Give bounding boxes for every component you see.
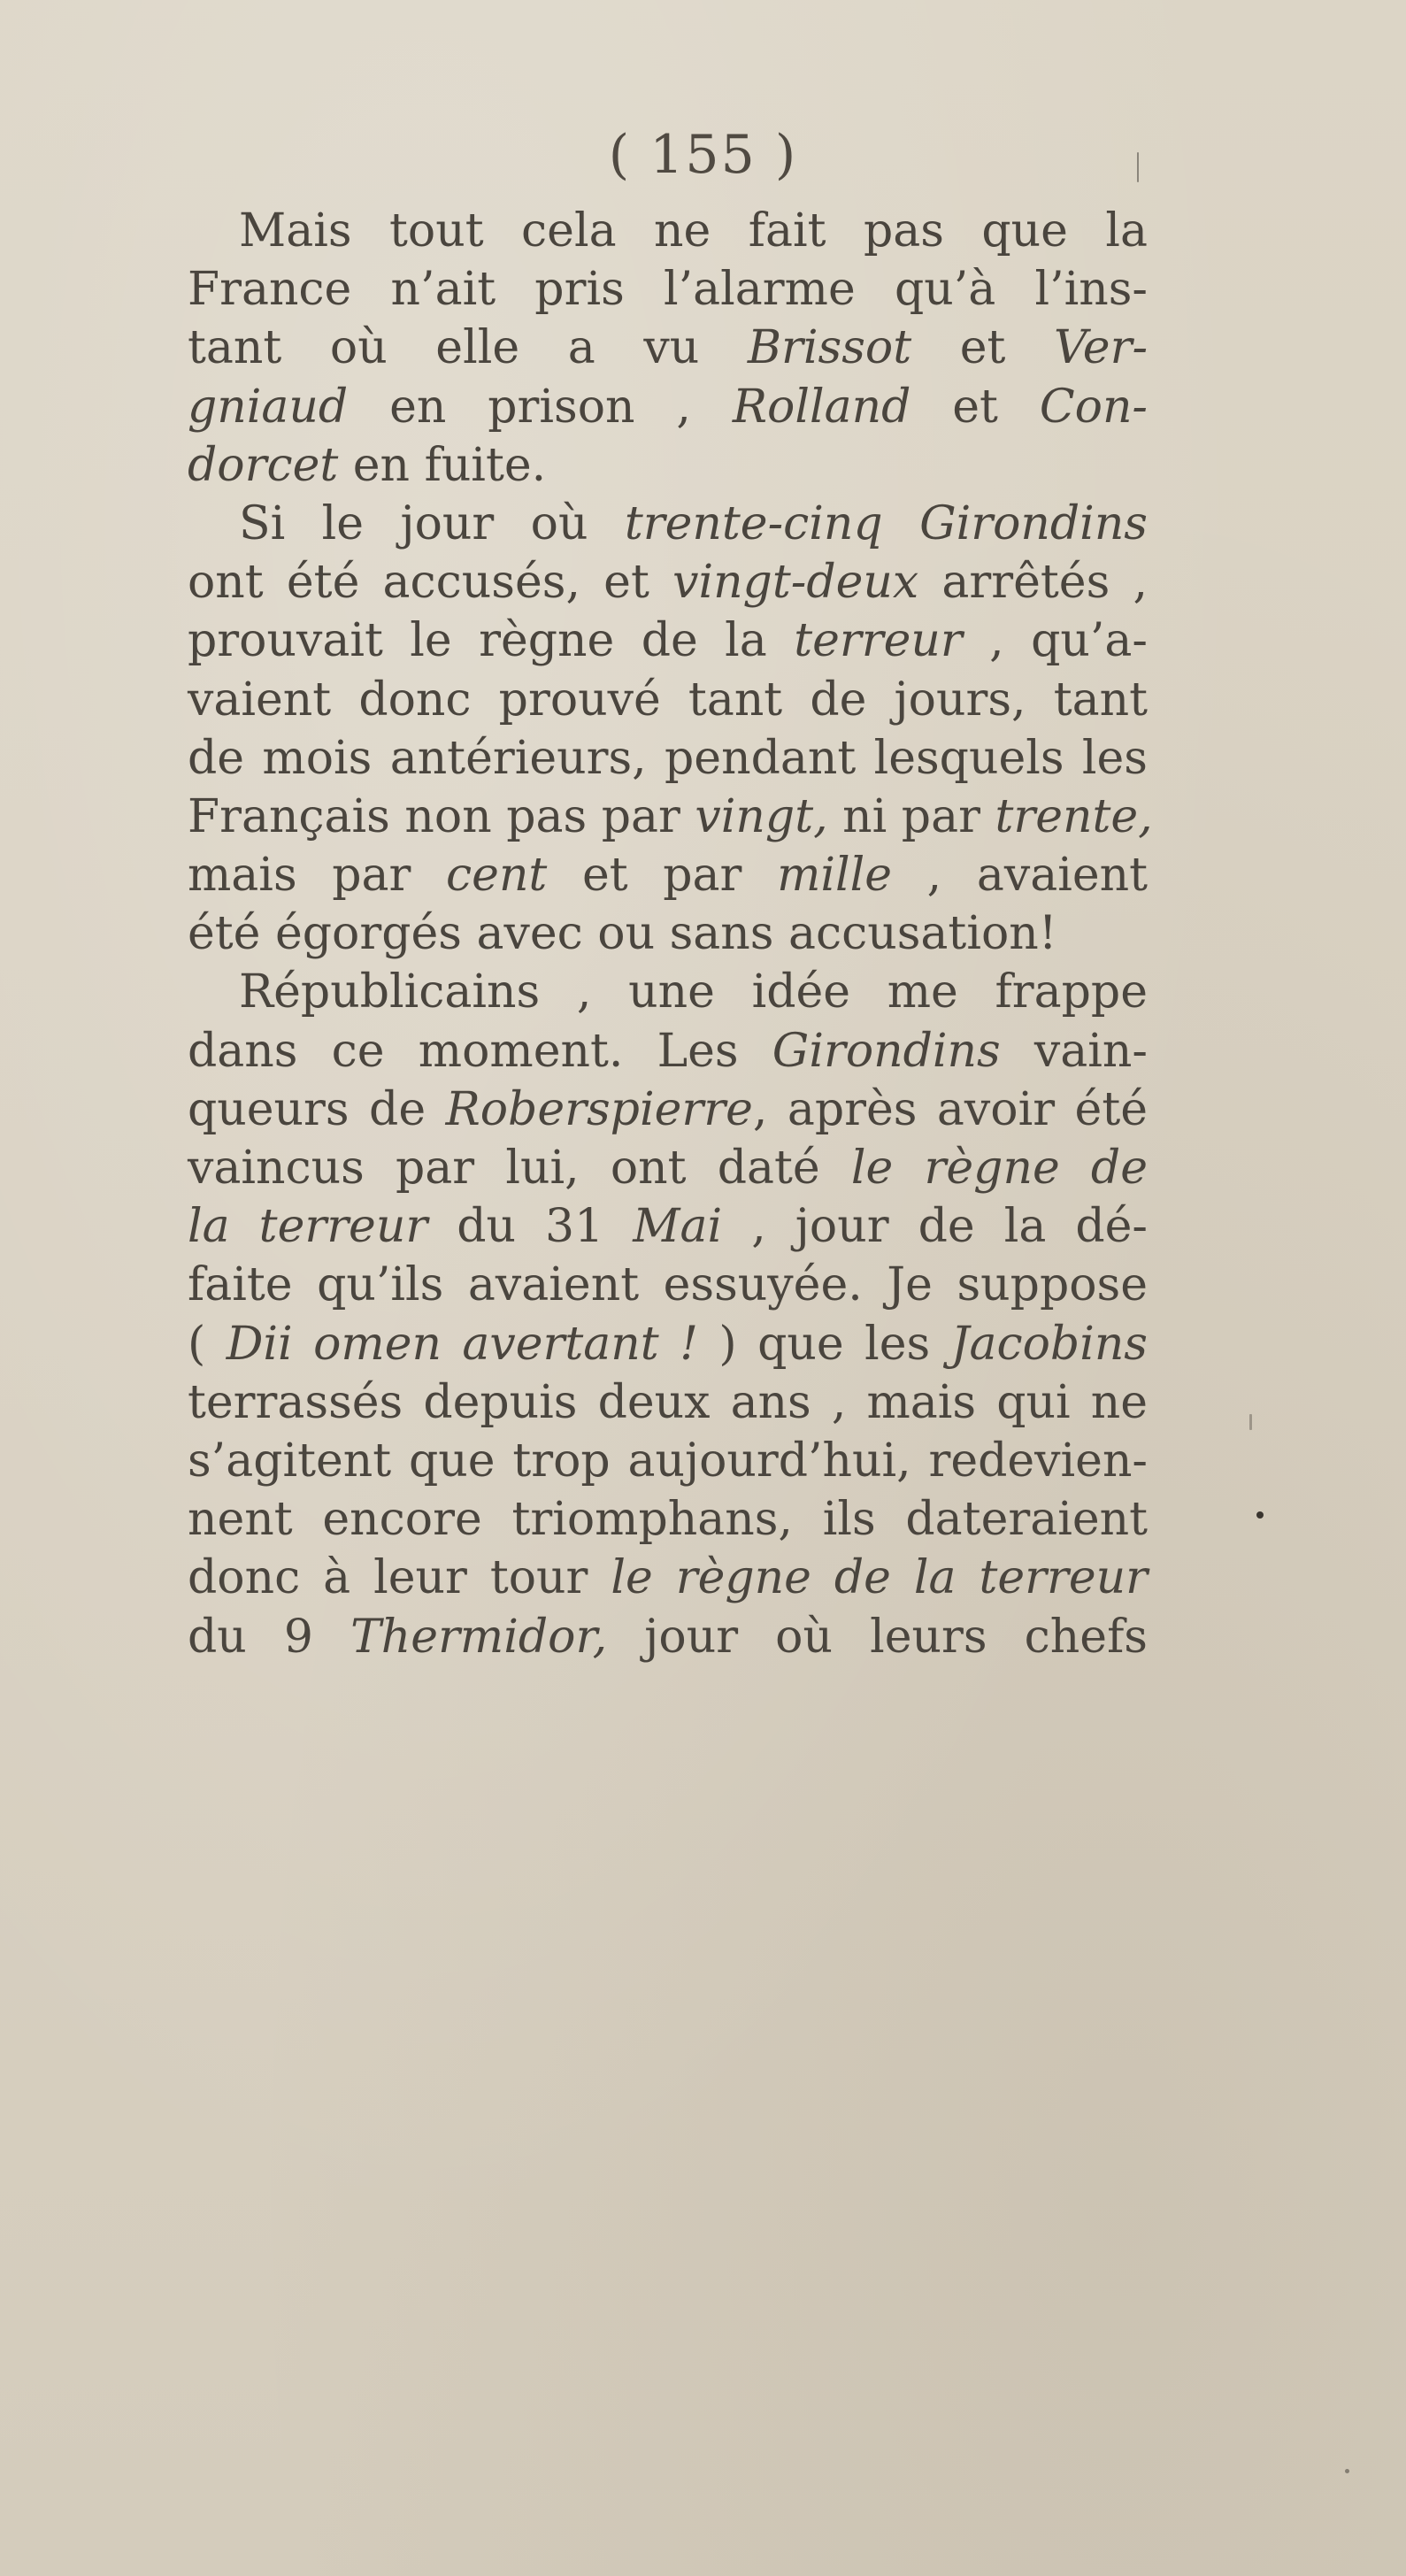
text-segment: jour où leurs chefs (607, 1610, 1148, 1664)
text-line (188, 202, 1148, 260)
text-line (188, 671, 1148, 729)
text-line (188, 1490, 1148, 1549)
italic-text-segment: Roberspierre (445, 1082, 753, 1136)
text-line (188, 1022, 1148, 1080)
text-line (188, 846, 1148, 904)
text-segment: ni par (827, 789, 995, 843)
italic-text-segment: cent (446, 849, 548, 903)
italic-text-segment: vingt-deux (672, 556, 919, 610)
italic-text-segment: trente, (995, 789, 1153, 843)
italic-text-segment: Rolland (732, 380, 911, 434)
text-segment: Français non pas par (188, 789, 695, 843)
text-segment: ) que les (698, 1317, 951, 1371)
text-segment: arrêtés , (918, 556, 1148, 610)
text-segment: terrassés depuis deux ans , mais qui ne (188, 1375, 1148, 1429)
paper-speck (1137, 152, 1139, 182)
italic-text-segment: mille (777, 849, 893, 903)
text-segment: et (911, 321, 1055, 375)
text-segment: Républicains , une idée me frappe (239, 965, 1148, 1019)
text-line (188, 1080, 1148, 1139)
italic-text-segment: Brissot (747, 321, 912, 375)
text-line (188, 611, 1148, 670)
italic-text-segment: Ver- (1054, 321, 1149, 375)
paper-speck (1256, 1511, 1264, 1519)
body-text (188, 202, 1153, 1666)
text-segment: , avaient (892, 849, 1149, 903)
text-line (188, 1197, 1148, 1256)
text-segment: du 31 (427, 1200, 634, 1254)
text-segment: de mois antérieurs, pendant lesquels les (188, 731, 1148, 785)
text-segment: en fuite. (338, 438, 547, 492)
text-line (188, 1139, 1148, 1197)
text-line (188, 788, 1153, 846)
paper-speck (1345, 2469, 1349, 2473)
italic-text-segment: Jacobins (950, 1317, 1148, 1371)
text-segment: Si le jour où (239, 496, 625, 550)
text-line (188, 495, 1148, 553)
text-segment: et (910, 380, 1040, 434)
text-line (188, 436, 1148, 495)
text-line (188, 553, 1148, 611)
text-segment: vaincus par lui, ont daté (188, 1142, 851, 1195)
italic-text-segment: gniaud (188, 380, 349, 434)
italic-text-segment: Con- (1039, 380, 1148, 434)
italic-text-segment: le règne de la terreur (611, 1551, 1148, 1605)
text-segment: Mais tout cela ne fait pas que la (239, 204, 1148, 258)
text-line (188, 1256, 1148, 1314)
paper-speck (1249, 1414, 1252, 1430)
text-segment: prouvait le règne de la (188, 614, 795, 668)
text-segment: faite qu’ils avaient essuyée. Je suppose (188, 1258, 1148, 1312)
text-segment: , qu’a- (962, 614, 1148, 668)
text-segment: été égorgés avec ou sans accusation! (188, 907, 1057, 961)
text-line (188, 1373, 1148, 1432)
text-line (188, 378, 1148, 436)
italic-text-segment: Dii omen avertant ! (226, 1317, 699, 1371)
text-segment: , après avoir été (752, 1082, 1149, 1136)
text-line (188, 1549, 1148, 1607)
text-line (188, 1315, 1148, 1373)
text-segment: et par (547, 849, 778, 903)
italic-text-segment: terreur (794, 614, 963, 668)
text-segment: donc à leur tour (188, 1551, 611, 1605)
text-segment: France n’ait pris l’alarme qu’à l’ins- (188, 263, 1148, 317)
italic-text-segment: trente-cinq Girondins (624, 496, 1148, 550)
text-segment: ( (188, 1317, 227, 1371)
text-segment: queurs de (188, 1082, 446, 1136)
text-line (188, 319, 1148, 377)
text-segment: du 9 (188, 1610, 351, 1664)
italic-text-segment: dorcet (188, 438, 339, 492)
text-segment: dans ce moment. Les (188, 1024, 772, 1078)
italic-text-segment: la terreur (188, 1200, 428, 1254)
italic-text-segment: Thermidor, (350, 1610, 608, 1664)
text-segment: vain- (1000, 1024, 1148, 1078)
text-line (188, 1608, 1148, 1666)
text-segment: en prison , (348, 380, 733, 434)
text-segment: ont été accusés, et (188, 556, 673, 610)
text-line (188, 963, 1148, 1021)
text-segment: mais par (188, 849, 447, 903)
italic-text-segment: le règne de (850, 1142, 1148, 1195)
italic-text-segment: vingt, (695, 789, 828, 843)
italic-text-segment: Girondins (772, 1024, 1001, 1078)
text-line (188, 904, 1148, 963)
text-segment: vaient donc prouvé tant de jours, tant (188, 673, 1148, 727)
text-segment: , jour de la dé- (722, 1200, 1148, 1254)
page-number-header: ( 155 ) (608, 124, 798, 186)
text-segment: nent encore triomphans, ils dateraient (188, 1493, 1148, 1547)
text-line (188, 1432, 1148, 1490)
text-segment: s’agitent que trop aujourd’hui, redevien- (188, 1434, 1148, 1488)
text-line (188, 729, 1148, 788)
text-segment: tant où elle a vu (188, 321, 748, 375)
text-line (188, 260, 1148, 319)
italic-text-segment: Mai (633, 1200, 723, 1254)
